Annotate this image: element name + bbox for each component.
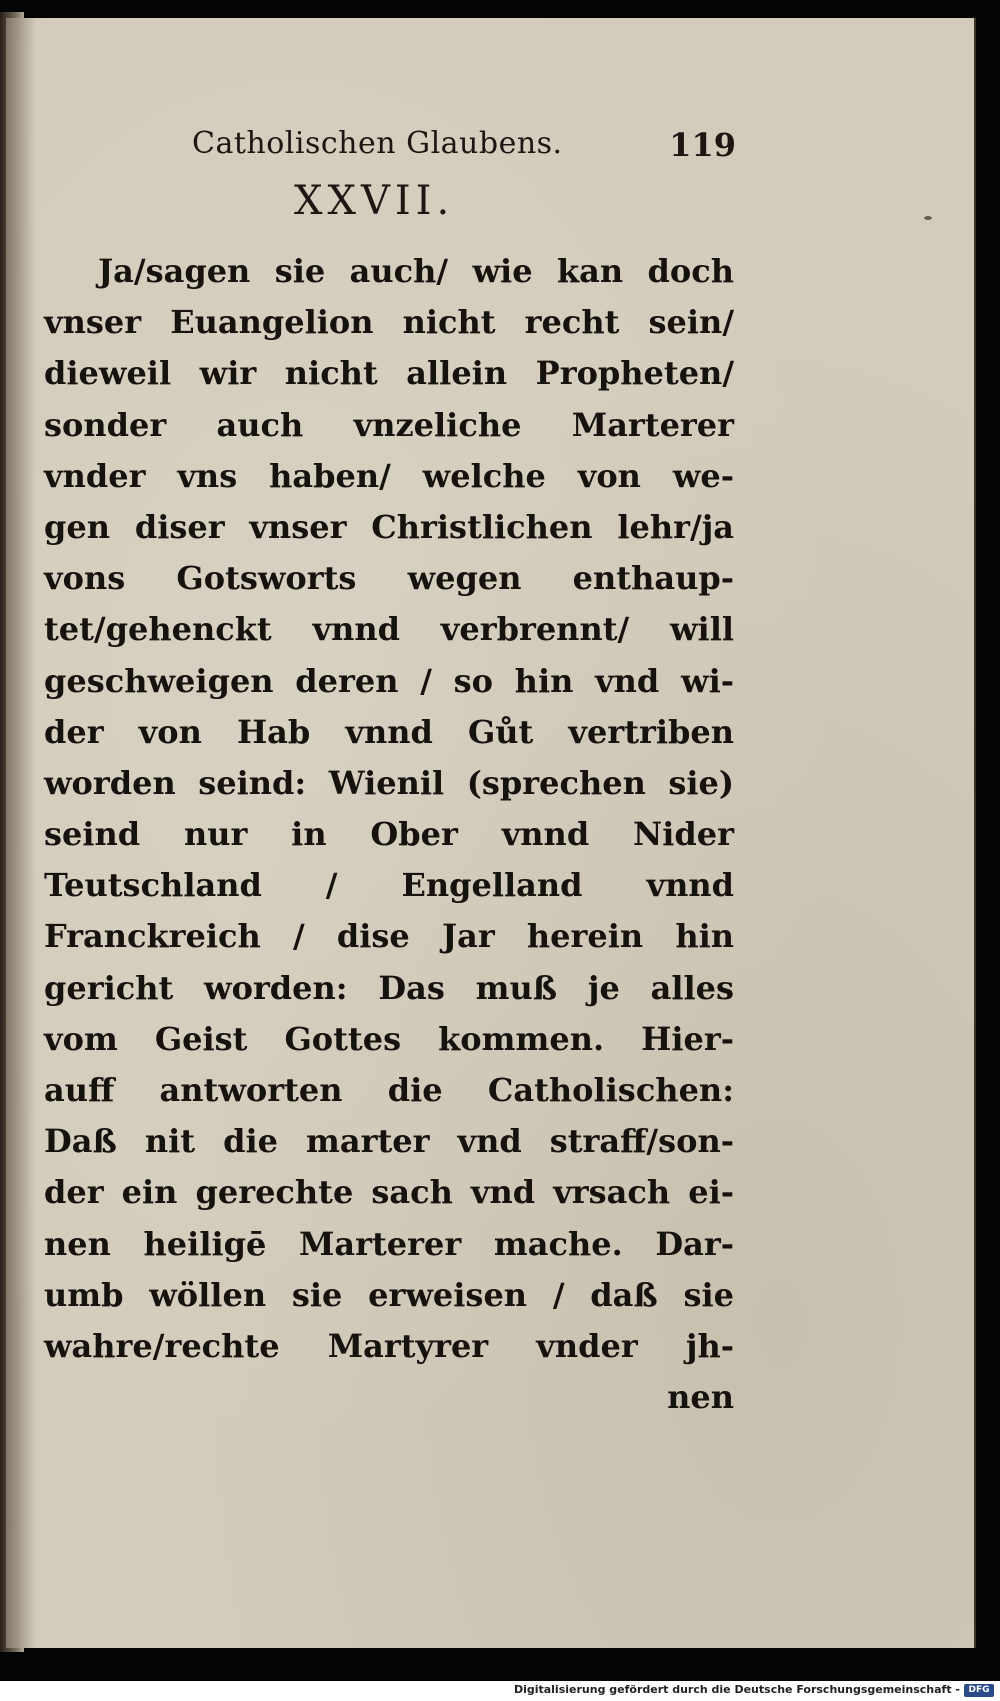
text-line: dieweil wir nicht allein Propheten/ (44, 354, 734, 393)
book-page (6, 18, 976, 1648)
text-line: vnser Euangelion nicht recht sein/ (44, 303, 734, 342)
text-line: seind nur in Ober vnnd Nider (44, 815, 734, 854)
text-line: der von Hab vnnd Gůt vertriben (44, 712, 734, 751)
text-line: Ja/sagen sie auch/ wie kan doch (98, 252, 734, 290)
text-line: wahre/rechte Martyrer vnder jh- (44, 1326, 734, 1365)
dfg-logo: DFG (964, 1684, 994, 1697)
text-line: geschweigen deren / so hin vnd wi- (44, 661, 734, 700)
text-line: vnder vns haben/ welche von we- (44, 456, 734, 495)
paper-speck (924, 216, 932, 220)
funding-credit: Digitalisierung gefördert durch die Deutsche Forschungsgemeinschaft - (513, 1683, 960, 1696)
text-line: Teutschland / Engelland vnnd (44, 866, 734, 905)
text-line: worden seind: Wienil (sprechen sie) (44, 763, 734, 802)
catchword: nen (667, 1378, 734, 1417)
digitization-footer (0, 1681, 1000, 1701)
text-line: vons Gotsworts wegen enthaup- (44, 559, 734, 598)
page-number: 119 (669, 126, 736, 164)
text-line: nen heiligē Marterer mache. Dar- (44, 1224, 734, 1263)
page-gutter (6, 18, 36, 1648)
text-line: tet/gehenckt vnnd verbrennt/ will (44, 610, 734, 649)
running-head: Catholischen Glaubens. (192, 126, 563, 161)
page-header (156, 118, 736, 168)
text-line: auff antworten die Catholischen: (44, 1071, 734, 1109)
chapter-number: XXVII. (294, 178, 455, 224)
text-line: vom Geist Gottes kommen. Hier- (44, 1019, 734, 1058)
body-text (44, 246, 734, 1423)
text-line: der ein gerechte sach vnd vrsach ei- (44, 1173, 734, 1212)
text-line: gericht worden: Das muß je alles (44, 968, 734, 1007)
text-line: umb wöllen sie erweisen / daß sie (44, 1275, 734, 1314)
text-line: Daß nit die marter vnd straff/son- (44, 1122, 734, 1161)
text-line: gen diser vnser Christlichen lehr/ja (44, 507, 734, 546)
text-line: sonder auch vnzeliche Marterer (44, 405, 734, 444)
text-line: Franckreich / dise Jar herein hin (44, 917, 734, 956)
